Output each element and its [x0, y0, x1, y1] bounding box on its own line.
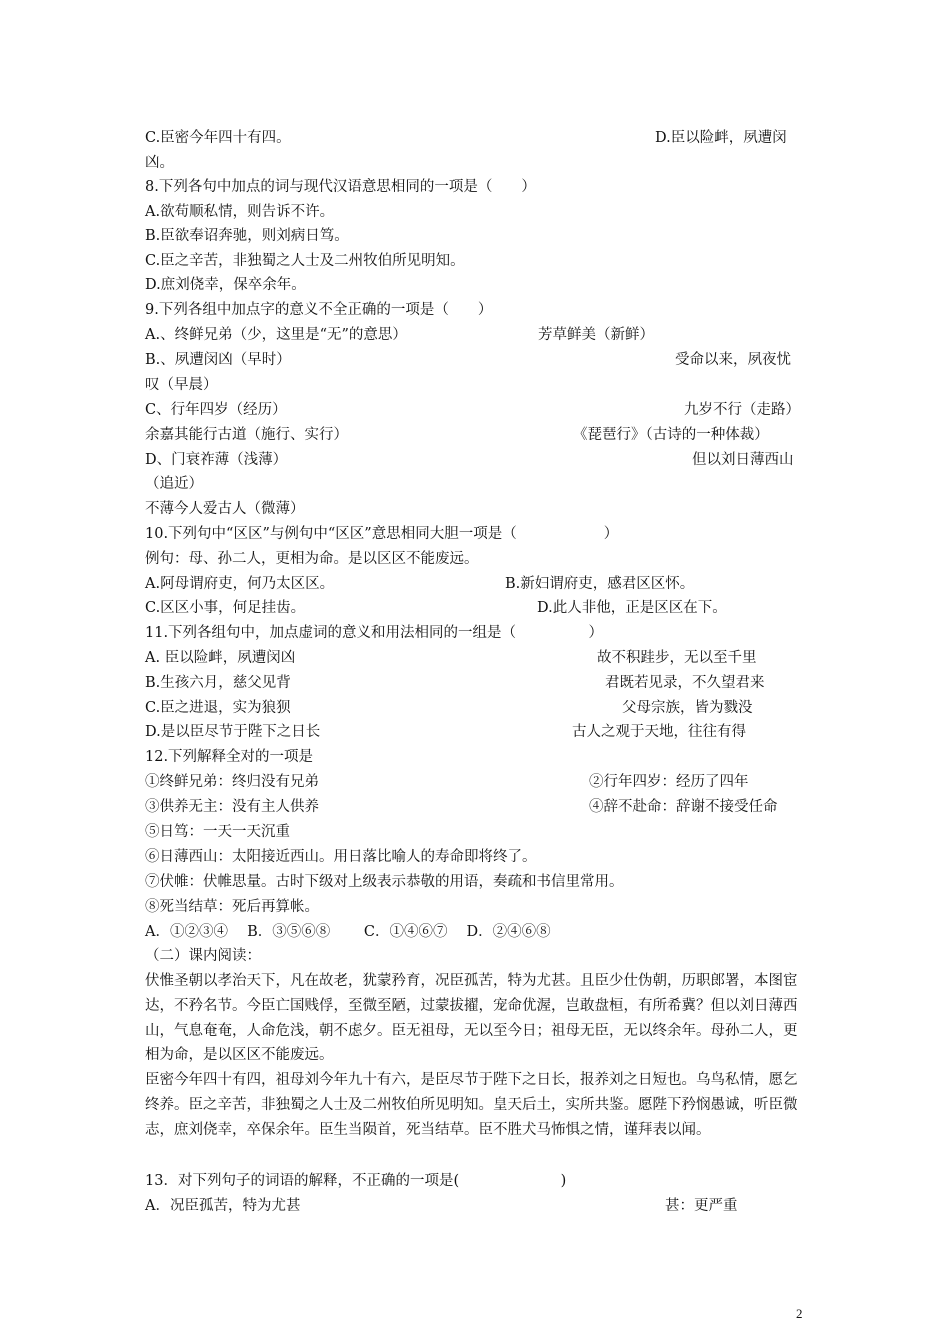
q11-a-left: A. 臣以险衅，夙遭闵凶 [145, 650, 296, 666]
q12-item-3: ③供养无主：没有主人供养 [145, 799, 319, 815]
q11-a-right: 故不积跬步，无以至千里 [597, 650, 757, 666]
reading-heading: （二）课内阅读： [145, 948, 261, 964]
q8-option-a: A.欲苟顺私情，则告诉不许。 [145, 204, 335, 220]
q11-d-left: D.是以臣尽节于陛下之日长 [145, 724, 321, 740]
q8-option-c: C.臣之辛苦，非独蜀之人士及二州牧伯所见明知。 [145, 253, 465, 269]
q8-option-d: D.庶刘侥幸，保卒余年。 [145, 277, 306, 293]
reading-paragraph-2: 臣密今年四十有四，祖母刘今年九十有六，是臣尽节于陛下之日长，报养刘之日短也。乌鸟私情，愿乞终养。臣之辛苦，非独蜀之人士及二州牧伯所见明知。皇天后土，实所共鉴。愿陛下矜悯愚诚，听臣微志，庶刘侥幸，卒保余年。臣生当陨首，死当结草。臣不胜犬马怖惧之情，谨拜表以闻。 [145, 1072, 798, 1138]
q9-d-line-2: 不薄今人爱古人（微薄） [145, 501, 305, 517]
q12-item-5: ⑤日笃：一天一天沉重 [145, 824, 290, 840]
q9-a-left: A.、终鲜兄弟（少，这里是“无”的意思） [145, 327, 407, 343]
q9-c-right-2: 《琵琶行》（古诗的一种体裁） [573, 427, 769, 443]
q12-item-6: ⑥日薄西山：太阳接近西山。用日落比喻人的寿命即将终了。 [145, 849, 537, 865]
q9-d-continued: （追近） [145, 476, 203, 492]
q10-stem: 10.下列句中“区区”与例句中“区区”意思相同大胆一项是（ ） [145, 526, 619, 542]
q10-option-b: B.新妇谓府吏，感君区区怀。 [505, 576, 695, 592]
q12-item-4: ④辞不赴命：辞谢不接受任命 [589, 799, 778, 815]
q7-option-d-continued: 凶。 [145, 155, 174, 171]
q13-a-right: 甚：更严重 [665, 1198, 738, 1214]
q7-option-c: C.臣密今年四十有四。 [145, 130, 291, 146]
q9-b-continued: 叹（早晨） [145, 377, 218, 393]
q12-item-7: ⑦伏帷：伏帷思量。古时下级对上级表示恭敬的用语，奏疏和书信里常用。 [145, 874, 624, 890]
q8-option-b: B.臣欲奉诏奔驰，则刘病日笃。 [145, 228, 349, 244]
q9-d-right: 但以刘日薄西山 [692, 452, 794, 468]
q9-c-right: 九岁不行（走路） [684, 402, 800, 418]
q13-a-left: A．况臣孤苦，特为尤甚 [145, 1198, 301, 1214]
q9-b-left: B.、夙遭闵凶（早时） [145, 352, 291, 368]
q12-options: A．①②③④ B．③⑤⑥⑧ C．①④⑥⑦ D．②④⑥⑧ [145, 924, 551, 940]
q11-c-right: 父母宗族，皆为戮没 [622, 700, 753, 716]
q10-option-a: A.阿母谓府吏，何乃太区区。 [145, 576, 335, 592]
page-number: 2 [796, 1306, 803, 1321]
q11-b-left: B.生孩六月，慈父见背 [145, 675, 291, 691]
q11-c-left: C.臣之进退，实为狼狈 [145, 700, 291, 716]
q12-item-8: ⑧死当结草：死后再算帐。 [145, 899, 319, 915]
q9-c-left-2: 余嘉其能行古道（施行、实行） [145, 427, 348, 443]
q9-c-left: C、行年四岁（经历） [145, 402, 287, 418]
q11-stem: 11.下列各组句中，加点虚词的意义和用法相同的一组是（ ） [145, 625, 604, 641]
q13-stem: 13．对下列句子的词语的解释，不正确的一项是( ) [145, 1173, 567, 1189]
q10-option-c: C.区区小事，何足挂齿。 [145, 600, 306, 616]
q7-option-d: D.臣以险衅，夙遭闵 [655, 130, 787, 146]
q9-stem: 9.下列各组中加点字的意义不全正确的一项是（ ） [145, 302, 493, 318]
q8-stem: 8.下列各句中加点的词与现代汉语意思相同的一项是（ ） [145, 179, 536, 195]
reading-paragraph-1: 伏惟圣朝以孝治天下，凡在故老，犹蒙矜育，况臣孤苦，特为尤甚。且臣少仕伪朝，历职郎署，本图宦达，不矜名节。今臣亡国贱俘，至微至陋，过蒙拔擢，宠命优渥，岂敢盘桓，有所希冀？但以刘日薄西山，气息奄奄，人命危浅，朝不虑夕。臣无祖母，无以至今日；祖母无臣，无以终余年。母孙二人，更相为命，是以区区不能废远。 [145, 973, 798, 1064]
q11-b-right: 君既若见录，不久望君来 [605, 675, 765, 691]
q12-item-2: ②行年四岁：经历了四年 [589, 774, 749, 790]
q9-d-left: D、门衰祚薄（浅薄） [145, 452, 288, 468]
q9-b-right: 受命以来，夙夜忧 [675, 352, 791, 368]
q11-d-right: 古人之观于天地，往往有得 [572, 724, 746, 740]
q10-option-d: D.此人非他，正是区区在下。 [537, 600, 727, 616]
q12-stem: 12.下列解释全对的一项是 [145, 749, 314, 765]
q9-a-right: 芳草鲜美（新鲜） [538, 327, 654, 343]
q10-example: 例句：母、孙二人，更相为命。是以区区不能废远。 [145, 551, 479, 567]
q12-item-1: ①终鲜兄弟：终归没有兄弟 [145, 774, 319, 790]
